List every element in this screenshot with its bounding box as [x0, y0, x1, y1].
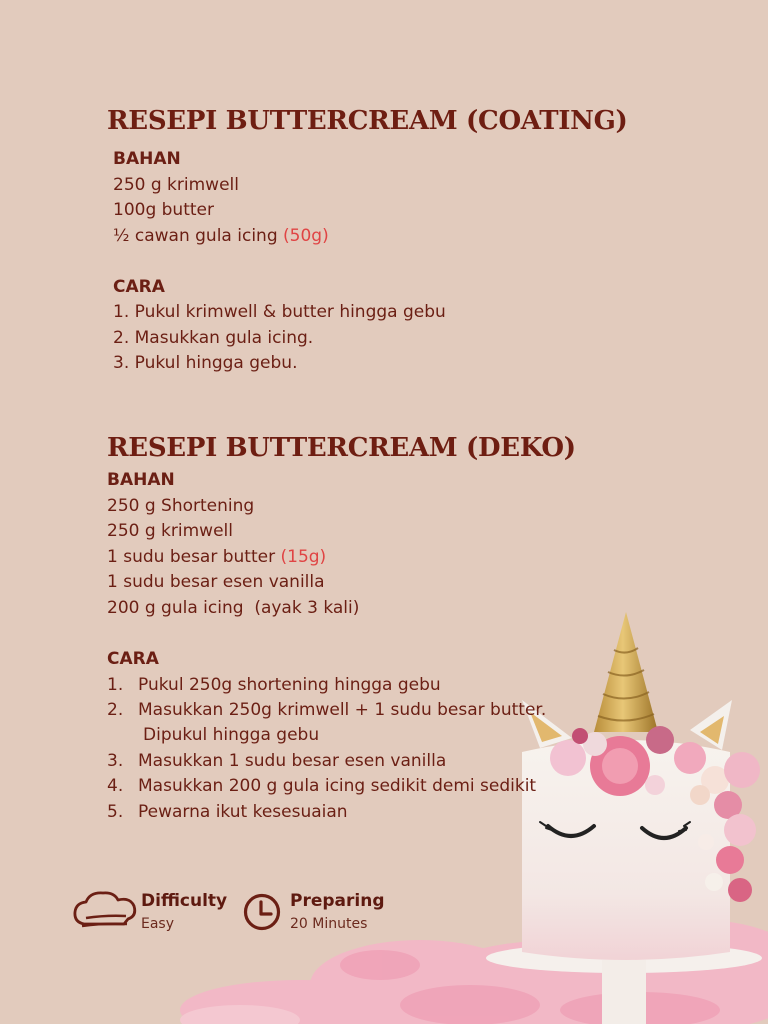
deko-ingredient-4: 1 sudu besar esen vanilla — [107, 572, 325, 592]
coating-ingredient-3-text: ½ cawan gula icing — [113, 226, 278, 246]
deko-step-text: Masukkan 200 g gula icing sedikit demi sedikit — [138, 776, 537, 796]
coating-step-3: 3. Pukul hingga gebu. — [113, 353, 298, 373]
deko-step-number: 1. — [107, 675, 124, 695]
coating-title: RESEPI BUTTERCREAM (COATING) — [107, 106, 628, 136]
deko-step-1 — [107, 675, 441, 695]
deko-step-number: 3. — [107, 751, 124, 771]
deko-step-text: Pukul 250g shortening hingga gebu — [138, 675, 441, 695]
coating-ingredient-1: 250 g krimwell — [113, 175, 239, 195]
coating-cara-label: CARA — [113, 277, 165, 297]
deko-step-number: 2. — [107, 700, 124, 720]
deko-ingredient-note: (15g) — [280, 547, 327, 567]
deko-ingredient-3-text: 1 sudu besar butter — [107, 547, 276, 567]
deko-step-3 — [107, 751, 446, 771]
preparing-value: 20 Minutes — [290, 916, 368, 932]
coating-ingredient-3 — [113, 226, 329, 246]
deko-step-4 — [107, 776, 536, 796]
deko-cara-label: CARA — [107, 649, 159, 669]
difficulty-value: Easy — [141, 916, 175, 932]
coating-ingredient-note: (50g) — [283, 226, 329, 246]
coating-bahan-label: BAHAN — [113, 149, 181, 169]
deko-step-text: Pewarna ikut kesesuaian — [138, 802, 348, 822]
clock-icon — [242, 892, 282, 932]
deko-step-5 — [107, 802, 348, 822]
deko-step-2 — [107, 700, 546, 720]
deko-ingredient-5: 200 g gula icing (ayak 3 kali) — [107, 598, 360, 618]
deko-ingredient-3 — [107, 547, 326, 567]
coating-step-2: 2. Masukkan gula icing. — [113, 328, 314, 348]
deko-step-number: 4. — [107, 776, 124, 796]
deko-step-2-continuation: Dipukul hingga gebu — [143, 725, 320, 745]
deko-ingredient-1: 250 g Shortening — [107, 496, 255, 516]
chef-hat-icon — [70, 888, 140, 930]
deko-ingredient-2: 250 g krimwell — [107, 521, 233, 541]
deko-step-text: Masukkan 250g krimwell + 1 sudu besar butter. — [138, 700, 547, 720]
coating-step-1: 1. Pukul krimwell & butter hingga gebu — [113, 302, 446, 322]
deko-step-text: Masukkan 1 sudu besar esen vanilla — [138, 751, 447, 771]
deko-title: RESEPI BUTTERCREAM (DEKO) — [107, 433, 576, 463]
deko-step-number: 5. — [107, 802, 124, 822]
difficulty-label: Difficulty — [141, 891, 228, 911]
coating-ingredient-2: 100g butter — [113, 200, 214, 220]
preparing-label: Preparing — [290, 891, 385, 911]
deko-bahan-label: BAHAN — [107, 470, 175, 490]
